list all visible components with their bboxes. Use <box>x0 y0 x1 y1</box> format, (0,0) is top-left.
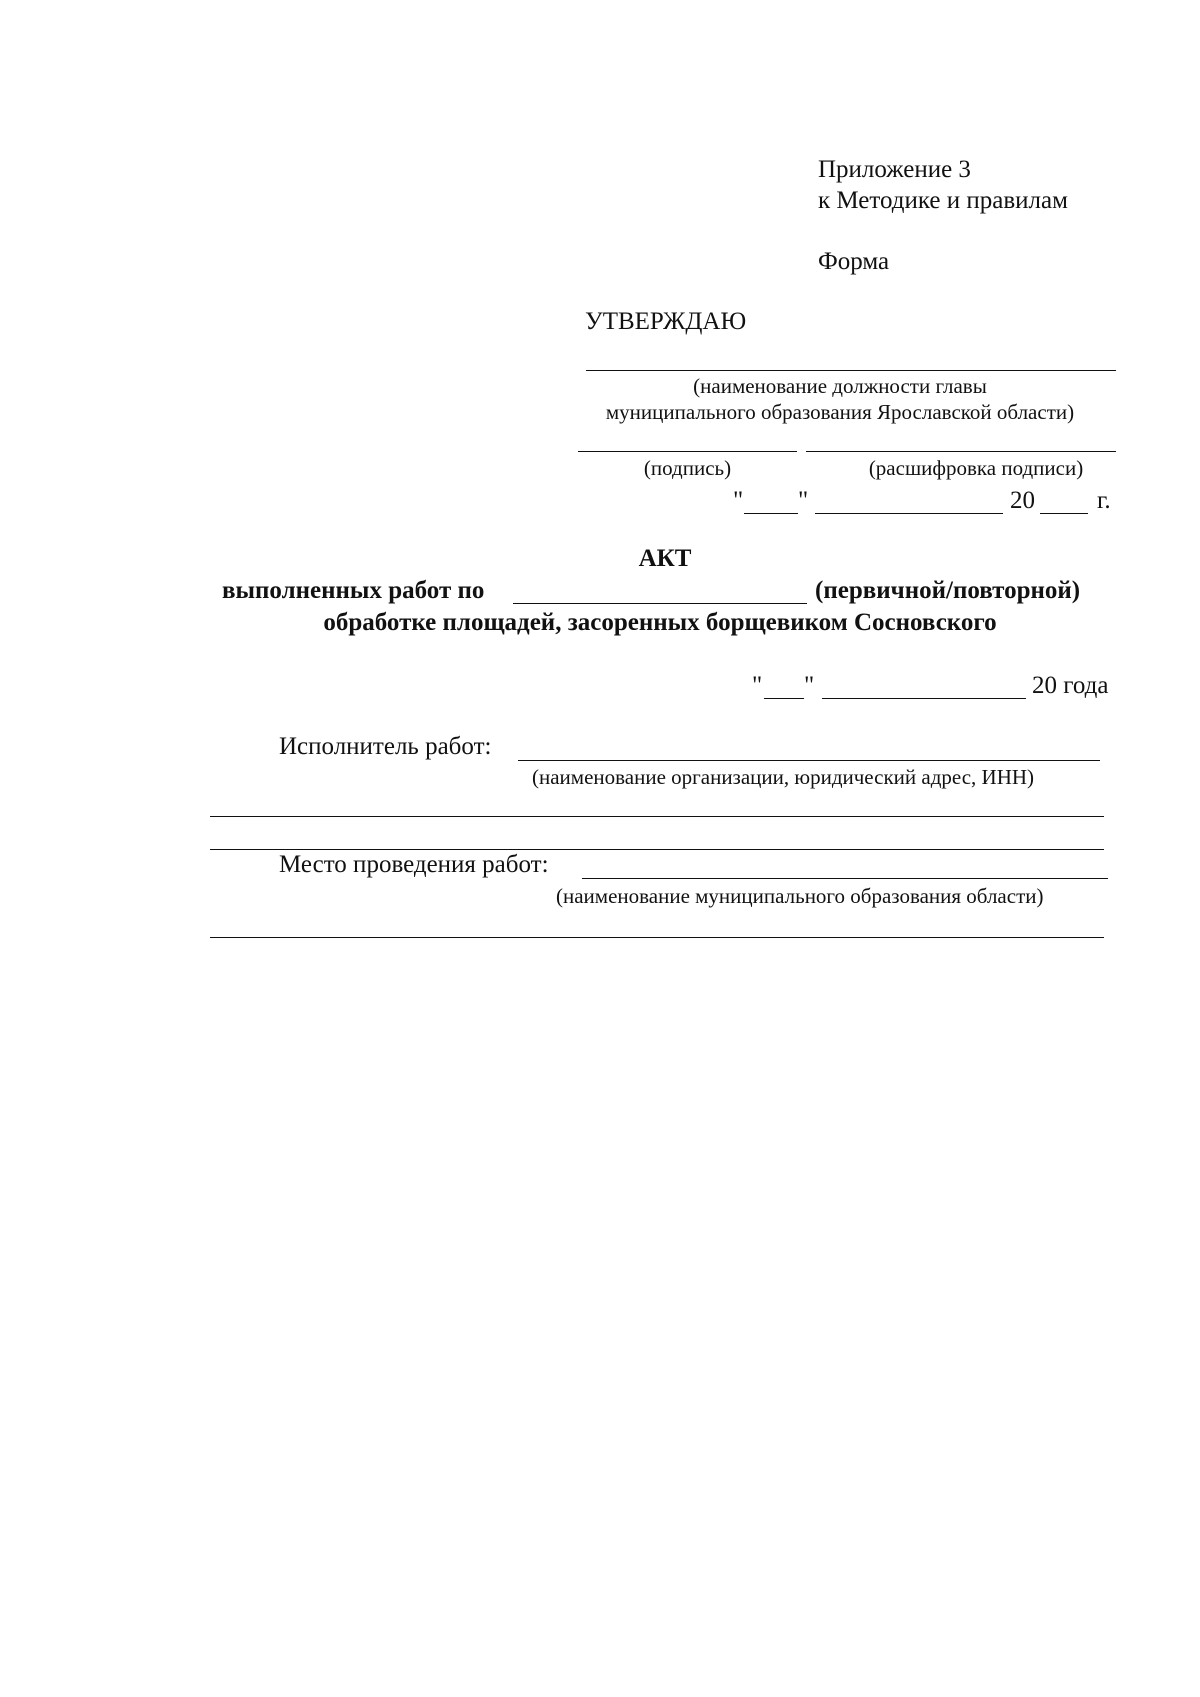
position-caption-2: муниципального образования Ярославской области) <box>605 400 1075 424</box>
place-label: Место проведения работ: <box>279 851 549 878</box>
date-quote-open: " <box>752 672 763 699</box>
performer-caption: (наименование организации, юридический адрес, ИНН) <box>532 765 1035 789</box>
performer-label: Исполнитель работ: <box>279 733 492 760</box>
approve-heading: УТВЕРЖДАЮ <box>585 308 747 335</box>
date-quote-close: " <box>804 672 815 699</box>
form-label: Форма <box>818 248 890 275</box>
decoding-caption: (расшифровка подписи) <box>868 456 1084 480</box>
date-month-line <box>822 698 1026 699</box>
title-line2: обработке площадей, засоренных борщевиком Сосновского <box>323 609 997 636</box>
position-line <box>586 370 1116 371</box>
approval-year-prefix: 20 <box>1010 487 1035 514</box>
approval-year-line <box>1040 513 1088 514</box>
position-caption-1: (наименование должности главы <box>693 374 987 398</box>
date-year-text: 20 года <box>1032 672 1109 699</box>
performer-line <box>518 760 1100 761</box>
approval-quote-close: " <box>798 487 809 514</box>
performer-extra-line-1 <box>210 816 1104 817</box>
approval-quote-open: " <box>733 487 744 514</box>
place-line <box>582 878 1108 879</box>
approval-day-line <box>744 513 798 514</box>
approval-month-line <box>815 513 1003 514</box>
appendix-reference: к Методике и правилам <box>818 187 1068 214</box>
place-extra-line <box>210 937 1104 938</box>
approval-year-suffix: г. <box>1097 487 1111 514</box>
date-day-line <box>764 698 804 699</box>
title-line1-right: (первичной/повторной) <box>815 577 1081 604</box>
decoding-line <box>806 451 1116 452</box>
signature-line <box>578 451 797 452</box>
signature-caption: (подпись) <box>643 456 732 480</box>
title-line1-left: выполненных работ по <box>222 577 485 604</box>
title-treatment-line <box>513 603 807 604</box>
appendix-number: Приложение 3 <box>818 156 971 183</box>
act-title: АКТ <box>638 545 692 572</box>
place-caption: (наименование муниципального образования области) <box>556 884 1044 908</box>
